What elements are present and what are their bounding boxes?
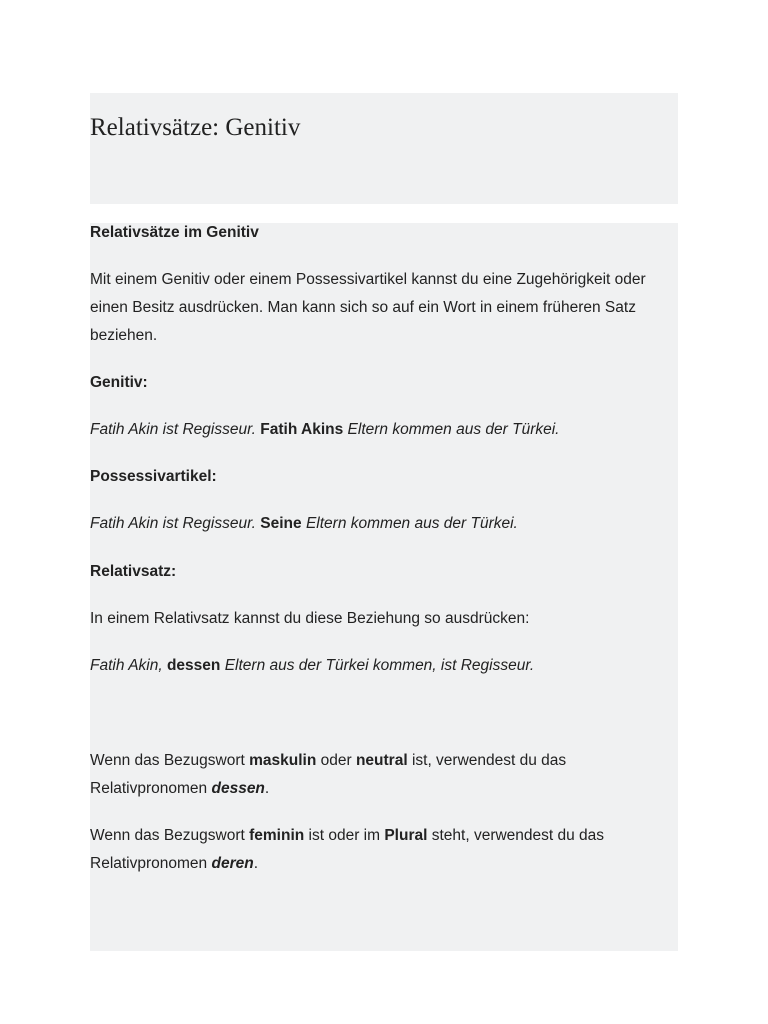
content-box — [90, 223, 678, 951]
genitiv-heading: Genitiv: — [90, 374, 148, 391]
possessiv-example-pre: Fatih Akin ist Regisseur. — [90, 515, 261, 532]
rule-masc-pronoun: dessen — [211, 780, 265, 797]
possessiv-example — [90, 510, 678, 538]
possessiv-example-bold: Seine — [260, 515, 302, 532]
section-heading: Relativsätze im Genitiv — [90, 224, 259, 241]
relativsatz-example-bold: dessen — [166, 657, 221, 674]
title-box — [90, 93, 678, 204]
rule-feminine-plural — [90, 822, 678, 878]
genitiv-example-bold: Fatih Akins — [260, 421, 344, 438]
rule-masc-text-1: Wenn das Bezugswort — [90, 752, 250, 769]
rule-masculine-neutral — [90, 747, 678, 803]
genitiv-example-post: Eltern kommen aus der Türkei. — [343, 421, 560, 438]
rule-fem-text-4: . — [253, 855, 259, 872]
relativsatz-example-post: Eltern aus der Türkei kommen, ist Regisseur. — [220, 657, 535, 674]
rule-masc-bold-2: neutral — [355, 752, 408, 769]
relativsatz-example-pre: Fatih Akin, — [90, 657, 167, 674]
relativsatz-text: In einem Relativsatz kannst du diese Beziehung so ausdrücken: — [90, 610, 530, 627]
rule-masc-text-4: . — [264, 780, 270, 797]
rule-masc-text-2: oder — [316, 752, 356, 769]
rule-fem-bold-2: Plural — [384, 827, 428, 844]
relativsatz-example — [90, 652, 678, 680]
rule-fem-text-3: steht, verwendest du das Relativpronomen — [90, 827, 605, 872]
genitiv-example-pre: Fatih Akin ist Regisseur. — [90, 421, 261, 438]
rule-fem-text-2: ist oder im — [304, 827, 385, 844]
rule-fem-bold-1: feminin — [249, 827, 305, 844]
possessiv-heading: Possessivartikel: — [90, 468, 217, 485]
rule-fem-pronoun: deren — [211, 855, 254, 872]
intro-paragraph: Mit einem Genitiv oder einem Possessivartikel kannst du eine Zugehörigkeit oder einen Besitz ausdrücken. Man kann sich so auf ein Wort in einem früheren Satz beziehen. — [90, 271, 646, 344]
genitiv-example — [90, 416, 678, 444]
rule-fem-text-1: Wenn das Bezugswort — [90, 827, 250, 844]
page-title: Relativsätze: Genitiv — [90, 114, 301, 141]
rule-masc-text-3: ist, verwendest du das Relativpronomen — [90, 752, 567, 797]
rule-masc-bold-1: maskulin — [249, 752, 317, 769]
possessiv-example-post: Eltern kommen aus der Türkei. — [301, 515, 518, 532]
relativsatz-heading: Relativsatz: — [90, 563, 177, 580]
